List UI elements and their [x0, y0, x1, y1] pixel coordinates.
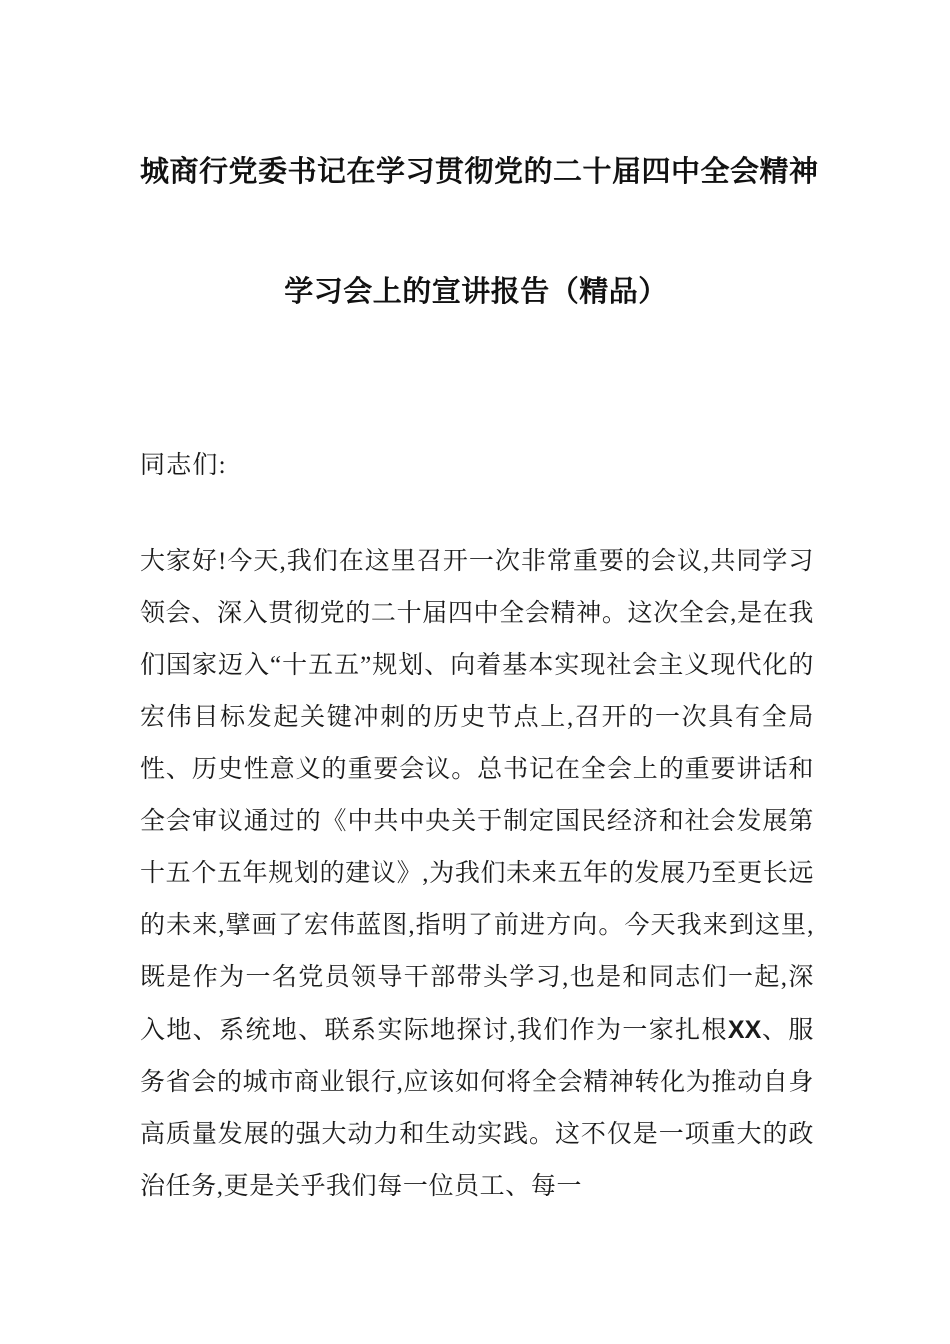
body-paragraph-1-segment-2: 、服务省会的城市商业银行,应该如何将全会精神转化为推动自身高质量发展的强大动力和生动实践。这不仅是一项重大的政治任务,更是关乎我们每一位员工、每一 [140, 1017, 815, 1200]
body-paragraph-1 [140, 536, 814, 1213]
body-paragraph-1-placeholder-token: XX [727, 1016, 762, 1044]
document-title-line-1: 城商行党委书记在学习贯彻党的二十届四中全会精神 [140, 156, 819, 188]
document-title-line-2: 学习会上的宣讲报告（精品） [284, 276, 668, 308]
document-body [140, 440, 814, 1238]
document-title-block [140, 150, 819, 314]
body-paragraph-1-segment-1: 大家好!今天,我们在这里召开一次非常重要的会议,共同学习领会、深入贯彻党的二十届四中全会精神。这次全会,是在我们国家迈入“十五五”规划、向着基本实现社会主义现代化的宏伟目标发起关键冲刺的历史节点上,召开的一次具有全局性、历史性意义的重要会议。总书记在全会上的重要讲话和全会审议通过的《中共中央关于制定国民经济和社会发展第十五个五年规划的建议》,为我们未来五年的发展乃至更长远的未来,擘画了宏伟蓝图,指明了前进方向。今天我来到这里,既是作为一名党员领导干部带头学习,也是和同志们一起,深入地、系统地、联系实际地探讨,我们作为一家扎根 [140, 548, 814, 1044]
salutation: 同志们: [140, 452, 227, 479]
